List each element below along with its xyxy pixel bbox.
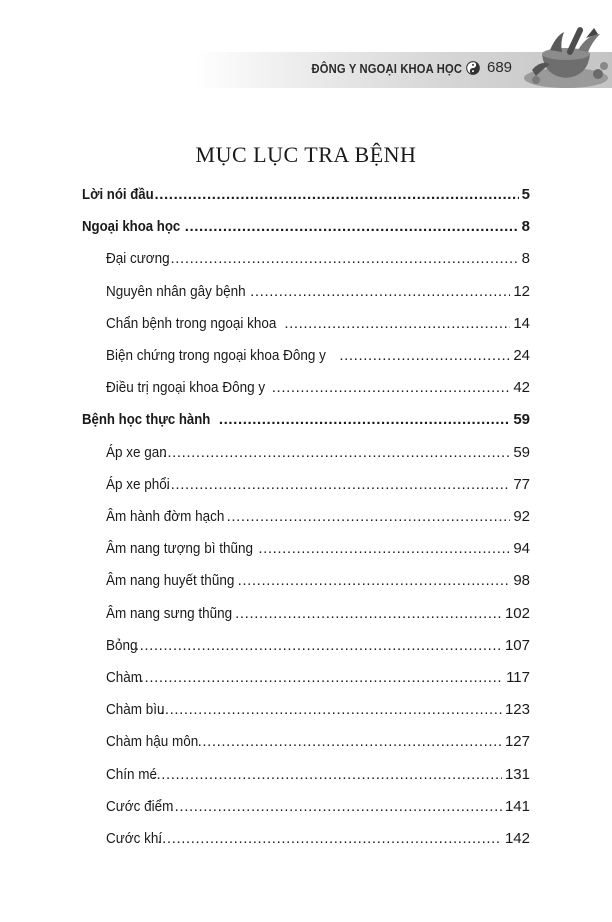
toc-entry-page: 8 bbox=[521, 250, 530, 267]
toc-entry-page: 102 bbox=[504, 605, 530, 622]
toc-entry bbox=[106, 730, 530, 754]
toc-entry bbox=[106, 376, 530, 400]
toc-entry-label: Cước khí bbox=[106, 830, 163, 847]
toc-entry bbox=[106, 827, 530, 851]
dot-leader bbox=[152, 763, 502, 787]
dot-leader bbox=[163, 441, 511, 465]
toc-entry-label: Bỏng bbox=[106, 637, 138, 654]
herbs-mortar-icon bbox=[520, 20, 612, 90]
toc-title: MỤC LỤC TRA BỆNH bbox=[195, 142, 417, 167]
toc-entry-page: 14 bbox=[513, 315, 530, 332]
dot-leader bbox=[235, 602, 502, 626]
toc-entry-label: Nguyên nhân gây bệnh bbox=[106, 283, 246, 300]
toc-entry-label: Âm nang huyết thũng bbox=[106, 572, 235, 589]
running-header bbox=[0, 0, 612, 110]
toc-section-entry bbox=[82, 215, 530, 239]
toc-entry-label: Áp xe phổi bbox=[106, 476, 170, 493]
toc-entry bbox=[106, 602, 530, 626]
dot-leader bbox=[339, 344, 510, 368]
toc-entry-page: 77 bbox=[513, 476, 530, 493]
toc-entry bbox=[106, 763, 530, 787]
toc-entry-label: Ngoại khoa học bbox=[82, 218, 181, 235]
toc-section-entry bbox=[82, 408, 530, 432]
yin-yang-icon bbox=[466, 61, 480, 75]
toc-entry-label: Âm nang sưng thũng bbox=[106, 605, 233, 622]
running-title: ĐÔNG Y NGOẠI KHOA HỌC bbox=[311, 61, 462, 76]
toc-entry-page: 117 bbox=[506, 669, 530, 686]
toc-entry-label: Chàm bìu bbox=[106, 701, 165, 718]
dot-leader bbox=[238, 569, 511, 593]
toc-entry-page: 8 bbox=[521, 218, 530, 235]
toc-entry-label: Biện chứng trong ngoại khoa Đông y bbox=[106, 347, 326, 364]
dot-leader bbox=[166, 247, 519, 271]
toc-entry bbox=[106, 505, 530, 529]
toc-entry-label: Chẩn bệnh trong ngoại khoa bbox=[106, 315, 277, 332]
dot-leader bbox=[160, 698, 502, 722]
toc-entry-label: Âm nang tượng bì thũng bbox=[106, 540, 253, 557]
toc-entry-page: 59 bbox=[513, 444, 530, 461]
dot-leader bbox=[130, 634, 502, 658]
toc-entry-page: 142 bbox=[504, 830, 530, 847]
toc-entry bbox=[106, 634, 530, 658]
dot-leader bbox=[155, 183, 519, 207]
toc-entry-page: 12 bbox=[513, 283, 530, 300]
dot-leader bbox=[198, 730, 502, 754]
toc-entry bbox=[106, 795, 530, 819]
toc-entry-page: 92 bbox=[513, 508, 530, 525]
toc-entry bbox=[106, 537, 530, 561]
dot-leader bbox=[166, 473, 510, 497]
toc-entry-page: 123 bbox=[504, 701, 530, 718]
toc-entry bbox=[106, 666, 530, 690]
toc-section-entry bbox=[82, 183, 530, 207]
dot-leader bbox=[284, 312, 510, 336]
dot-leader bbox=[170, 795, 502, 819]
toc-entry bbox=[106, 247, 530, 271]
toc-entry-page: 5 bbox=[521, 186, 530, 203]
toc-entry-page: 131 bbox=[504, 766, 530, 783]
toc-entry-page: 59 bbox=[513, 411, 530, 428]
toc-entry bbox=[106, 344, 530, 368]
dot-leader bbox=[185, 215, 519, 239]
dot-leader bbox=[250, 280, 510, 304]
dot-leader bbox=[272, 376, 511, 400]
toc-entry-label: Chín mé bbox=[106, 766, 158, 783]
toc-entry bbox=[106, 441, 530, 465]
toc-entry-page: 127 bbox=[504, 733, 530, 750]
toc-entry-label: Chàm hậu môn bbox=[106, 733, 199, 750]
toc-entry-label: Bệnh học thực hành bbox=[82, 411, 211, 428]
toc-entry bbox=[106, 473, 530, 497]
toc-entry-label: Âm hành đờm hạch bbox=[106, 508, 225, 525]
dot-leader bbox=[219, 408, 510, 432]
toc-entry-page: 141 bbox=[504, 798, 530, 815]
dot-leader bbox=[157, 827, 502, 851]
toc-entry-page: 42 bbox=[513, 379, 530, 396]
dot-leader bbox=[258, 537, 510, 561]
toc-entry bbox=[106, 569, 530, 593]
toc-entry-page: 107 bbox=[504, 637, 530, 654]
toc-entry-label: Áp xe gan bbox=[106, 444, 167, 461]
toc-entry-label: Lời nói đầu bbox=[82, 186, 154, 203]
toc-entry-page: 98 bbox=[513, 572, 530, 589]
toc-entry-label: Cước điểm bbox=[106, 798, 174, 815]
toc-entry bbox=[106, 280, 530, 304]
toc-entry-page: 24 bbox=[513, 347, 530, 364]
dot-leader bbox=[227, 505, 511, 529]
toc-entry-label: Điều trị ngoại khoa Đông y bbox=[106, 379, 266, 396]
toc-entry-page: 94 bbox=[513, 540, 530, 557]
toc-entry bbox=[106, 698, 530, 722]
toc-entry bbox=[106, 312, 530, 336]
toc-entry-label: Đại cương bbox=[106, 250, 170, 267]
dot-leader bbox=[135, 666, 503, 690]
toc-entry-label: Chàm bbox=[106, 669, 143, 686]
page-number: 689 bbox=[487, 59, 513, 76]
